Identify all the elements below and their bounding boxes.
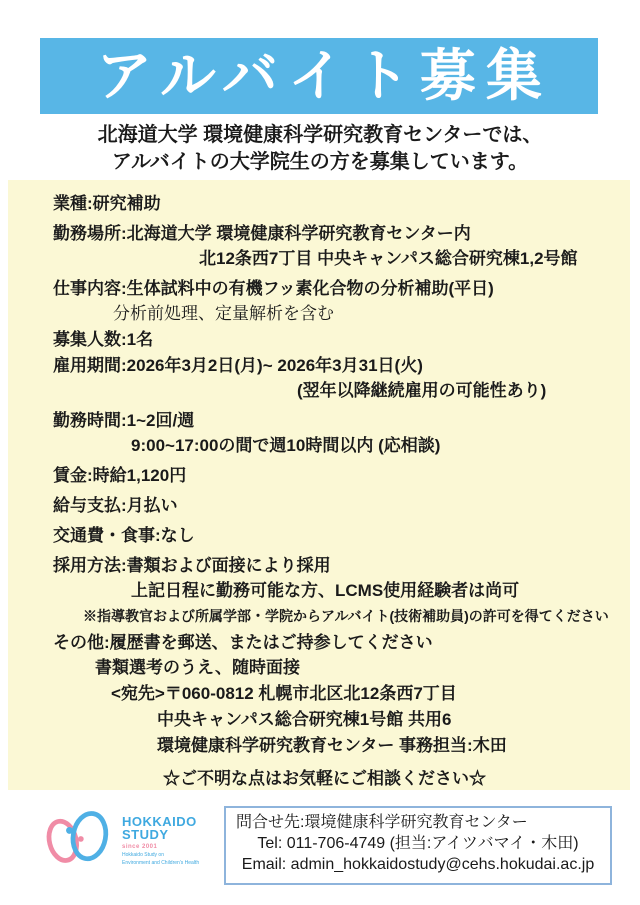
detail-headcount: 募集人数:1名: [53, 330, 154, 349]
detail-hours-line2: 9:00~17:00の間で週10時間以内 (応相談): [131, 436, 441, 455]
detail-address-line1: <宛先>〒060-0812 札幌市北区北12条西7丁目: [111, 684, 457, 703]
closing-note: ☆ご不明な点はお気軽にご相談ください☆: [163, 769, 486, 788]
logo-tagline-line1: Hokkaido Study on: [122, 852, 164, 858]
detail-job-type: 業種:研究補助: [53, 194, 161, 213]
detail-wage: 賃金:時給1,120円: [53, 466, 187, 485]
intro-line-2: アルバイトの大学院生の方を募集しています。: [111, 151, 529, 173]
detail-hiring-line1: 採用方法:書類および面接により採用: [53, 556, 331, 575]
detail-payment: 給与支払:月払い: [53, 496, 178, 515]
contact-tel: Tel: 011-706-4749 (担当:アイツバマイ・木田): [257, 835, 579, 852]
intro-text: [0, 122, 640, 176]
detail-duties-line2: 分析前処理、定量解析を含む: [113, 304, 334, 323]
contact-email: Email: admin_hokkaidostudy@cehs.hokudai.ac.jp: [241, 856, 595, 873]
detail-hours-line1: 勤務時間:1~2回/週: [53, 411, 195, 430]
logo-rings-icon: [40, 806, 116, 875]
detail-period-line2: (翌年以降継続雇用の可能性あり): [297, 381, 547, 400]
contact-box: [224, 806, 612, 885]
footer: [40, 806, 612, 885]
detail-address-line2: 中央キャンパス総合研究棟1号館 共用6: [157, 710, 452, 729]
detail-location-line2: 北12条西7丁目 中央キャンパス総合研究棟1,2号館: [199, 249, 578, 268]
detail-transport-meals: 交通費・食事:なし: [53, 526, 195, 545]
logo-wordmark: [122, 815, 199, 866]
detail-duties-line1: 仕事内容:生体試料中の有機フッ素化合物の分析補助(平日): [53, 279, 494, 298]
details-panel: [8, 180, 630, 790]
hokkaido-study-logo: [40, 806, 208, 875]
detail-hiring-note: ※指導教官および所属学部・学院からアルバイト(技術補助員)の許可を得てください: [83, 608, 609, 624]
logo-name-line1: HOKKAIDO: [122, 814, 197, 829]
detail-location-line1: 勤務場所:北海道大学 環境健康科学研究教育センター内: [53, 224, 471, 243]
title-banner: [40, 38, 598, 114]
detail-hiring-line2: 上記日程に勤務可能な方、LCMS使用経験者は尚可: [131, 581, 520, 600]
poster-title: アルバイト募集: [96, 44, 552, 107]
detail-address-line3: 環境健康科学研究教育センター 事務担当:木田: [157, 736, 507, 755]
logo-name-line2: STUDY: [122, 827, 169, 842]
logo-since: since 2001: [122, 844, 158, 850]
contact-org: 問合せ先:環境健康科学研究教育センター: [236, 814, 528, 831]
intro-line-1: 北海道大学 環境健康科学研究教育センターでは、: [97, 124, 543, 146]
detail-other-line1: その他:履歴書を郵送、またはご持参してください: [53, 633, 433, 652]
logo-tagline-line2: Environment and Children's Health: [122, 860, 200, 866]
detail-other-line2: 書類選考のうえ、随時面接: [95, 658, 301, 677]
detail-period-line1: 雇用期間:2026年3月2日(月)~ 2026年3月31日(火): [53, 356, 423, 375]
